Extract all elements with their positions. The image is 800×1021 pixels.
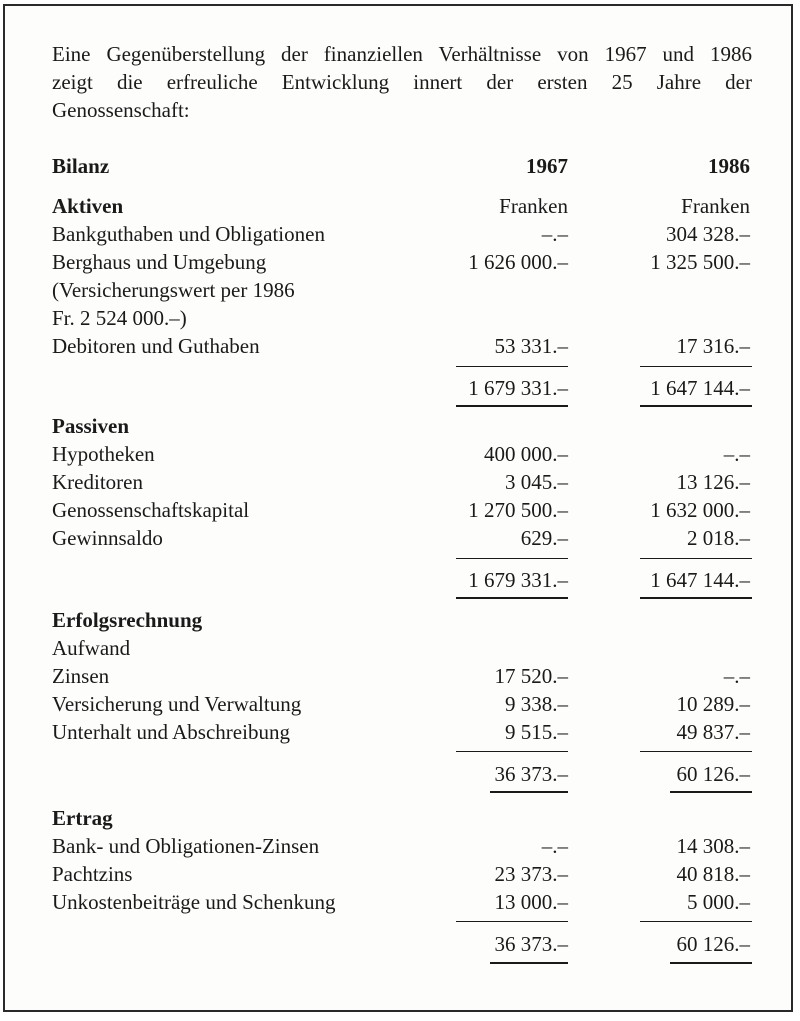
table-row bbox=[0, 440, 800, 468]
table-row bbox=[0, 220, 800, 248]
value-1986: 17 316.– bbox=[676, 334, 750, 358]
row-label: Bank- und Obligationen-Zinsen bbox=[52, 834, 320, 858]
total-1967: 1 679 331.– bbox=[468, 568, 568, 592]
total-1986: 60 126.– bbox=[676, 762, 750, 786]
row-label: Berghaus und Umgebung bbox=[52, 250, 267, 274]
value-1967: 9 515.– bbox=[505, 720, 568, 744]
total-1967: 36 373.– bbox=[494, 932, 568, 956]
section-title: Passiven bbox=[52, 414, 130, 438]
value-1986: 5 000.– bbox=[687, 890, 750, 914]
total-rule bbox=[456, 597, 568, 599]
value-1986: 14 308.– bbox=[676, 834, 750, 858]
total-1986: 1 647 144.– bbox=[650, 568, 750, 592]
value-1986: 13 126.– bbox=[676, 470, 750, 494]
value-1967: 629.– bbox=[520, 526, 568, 550]
table-row bbox=[0, 276, 800, 304]
total-rule bbox=[640, 405, 752, 407]
value-1986: –.– bbox=[723, 442, 750, 466]
total-row bbox=[0, 760, 800, 788]
subtotal-rule bbox=[640, 558, 752, 559]
row-label: Genossenschaftskapital bbox=[52, 498, 250, 522]
row-label: Debitoren und Guthaben bbox=[52, 334, 260, 358]
value-1967: 1 270 500.– bbox=[468, 498, 568, 522]
total-row bbox=[0, 374, 800, 402]
section-passiven-header bbox=[0, 412, 800, 440]
value-1986: 40 818.– bbox=[676, 862, 750, 886]
value-1986: 2 018.– bbox=[687, 526, 750, 550]
value-1967: 13 000.– bbox=[494, 890, 568, 914]
total-rule bbox=[456, 405, 568, 407]
row-label: Unterhalt und Abschreibung bbox=[52, 720, 290, 744]
value-1986: 1 632 000.– bbox=[650, 498, 750, 522]
value-1967: 400 000.– bbox=[484, 442, 568, 466]
value-1967: 23 373.– bbox=[494, 862, 568, 886]
row-label: Pachtzins bbox=[52, 862, 133, 886]
table-title: Bilanz bbox=[52, 154, 110, 178]
total-1986: 1 647 144.– bbox=[650, 376, 750, 400]
value-1967: 3 045.– bbox=[505, 470, 568, 494]
column-header-1986: 1986 bbox=[708, 154, 750, 178]
row-label: Bankguthaben und Obligationen bbox=[52, 222, 325, 246]
value-1967: 17 520.– bbox=[494, 664, 568, 688]
value-1967: –.– bbox=[541, 222, 568, 246]
section-title: Aktiven bbox=[52, 194, 124, 218]
total-row bbox=[0, 566, 800, 594]
value-1986: 1 325 500.– bbox=[650, 250, 750, 274]
section-ertrag-header bbox=[0, 804, 800, 832]
value-1986: 304 328.– bbox=[666, 222, 750, 246]
table-row bbox=[0, 888, 800, 916]
table-row bbox=[0, 524, 800, 552]
row-label: Unkostenbeiträge und Schenkung bbox=[52, 890, 336, 914]
row-label: Versicherung und Verwaltung bbox=[52, 692, 302, 716]
total-1986: 60 126.– bbox=[676, 932, 750, 956]
table-row bbox=[0, 832, 800, 860]
value-1967: 1 626 000.– bbox=[468, 250, 568, 274]
table-row bbox=[0, 860, 800, 888]
value-1967: 9 338.– bbox=[505, 692, 568, 716]
subtotal-rule bbox=[640, 366, 752, 367]
total-rule bbox=[490, 791, 568, 793]
row-label: (Versicherungswert per 1986 bbox=[52, 278, 295, 302]
total-rule bbox=[640, 597, 752, 599]
subtotal-rule bbox=[640, 921, 752, 922]
subsection-header bbox=[0, 634, 800, 662]
value-1967: –.– bbox=[541, 834, 568, 858]
subsection-title: Aufwand bbox=[52, 636, 131, 660]
value-1986: 10 289.– bbox=[676, 692, 750, 716]
row-label: Kreditoren bbox=[52, 470, 143, 494]
section-erfolgsrechnung-header bbox=[0, 606, 800, 634]
section-title: Erfolgsrechnung bbox=[52, 608, 203, 632]
unit-label: Franken bbox=[681, 194, 750, 218]
total-1967: 36 373.– bbox=[494, 762, 568, 786]
intro-line: Eine Gegenüberstellung der finanziellen Verhältnisse von 1967 und 1986 bbox=[52, 42, 752, 66]
subtotal-rule bbox=[456, 751, 568, 752]
section-aktiven-header bbox=[0, 192, 800, 220]
table-row bbox=[0, 332, 800, 360]
subtotal-rule bbox=[456, 558, 568, 559]
total-rule bbox=[670, 962, 752, 964]
value-1967: 53 331.– bbox=[494, 334, 568, 358]
row-label: Zinsen bbox=[52, 664, 110, 688]
table-row bbox=[0, 718, 800, 746]
table-row bbox=[0, 248, 800, 276]
row-label: Hypotheken bbox=[52, 442, 155, 466]
total-1967: 1 679 331.– bbox=[468, 376, 568, 400]
table-row bbox=[0, 496, 800, 524]
row-label: Gewinnsaldo bbox=[52, 526, 163, 550]
section-title: Ertrag bbox=[52, 806, 113, 830]
subtotal-rule bbox=[640, 751, 752, 752]
intro-line: Genossenschaft: bbox=[52, 98, 190, 122]
table-row bbox=[0, 690, 800, 718]
total-row bbox=[0, 930, 800, 958]
value-1986: 49 837.– bbox=[676, 720, 750, 744]
subtotal-rule bbox=[456, 921, 568, 922]
row-label: Fr. 2 524 000.–) bbox=[52, 306, 187, 330]
intro-line: zeigt die erfreuliche Entwicklung innert der ersten 25 Jahre der bbox=[52, 70, 752, 94]
value-1986: –.– bbox=[723, 664, 750, 688]
table-row bbox=[0, 662, 800, 690]
total-rule bbox=[490, 962, 568, 964]
table-row bbox=[0, 468, 800, 496]
intro-paragraph bbox=[52, 40, 752, 124]
unit-label: Franken bbox=[499, 194, 568, 218]
column-header-1967: 1967 bbox=[526, 154, 568, 178]
total-rule bbox=[670, 791, 752, 793]
table-row bbox=[0, 304, 800, 332]
subtotal-rule bbox=[456, 366, 568, 367]
table-header bbox=[0, 152, 800, 180]
